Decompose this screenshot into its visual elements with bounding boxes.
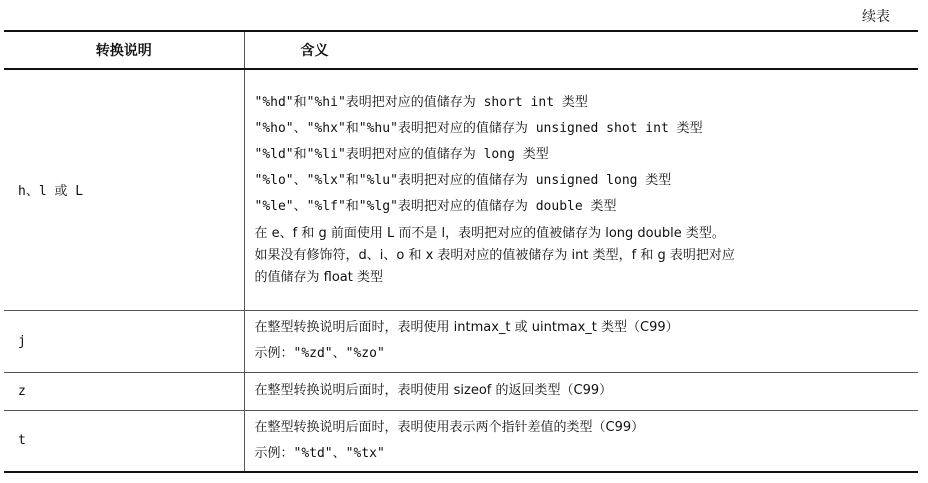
row-meaning — [244, 310, 918, 372]
table-row — [4, 372, 918, 410]
row-key: z — [4, 372, 244, 410]
meaning-line: 在 e、f 和 g 前面使用 L 而不是 l，表明把对应的值被储存为 long double 类型。 — [254, 226, 725, 242]
meaning-line: 在整型转换说明后面时，表明使用表示两个指针差值的类型（C99） — [254, 419, 645, 435]
row-key: t — [4, 410, 244, 472]
table-row — [4, 310, 918, 372]
table-header-row — [4, 31, 918, 69]
row-key: j — [4, 310, 244, 372]
meaning-line: "%lo"、"%lx"和"%lu"表明把对应的值储存为 unsigned long 类型 — [254, 173, 672, 189]
meaning-line: 示例："%zd"、"%zo" — [254, 346, 385, 361]
table-row — [4, 410, 918, 472]
meaning-line: 如果没有修饰符，d、i、o 和 x 表明对应的值被储存为 int 类型，f 和 g 表明把对应 — [254, 248, 735, 264]
meaning-line: 示例："%td"、"%tx" — [254, 445, 385, 461]
meaning-line: 的值储存为 float 类型 — [254, 270, 383, 286]
meaning-line: 在整型转换说明后面时，表明使用 sizeof 的返回类型（C99） — [254, 383, 613, 398]
row-meaning — [244, 69, 918, 310]
meaning-line: "%ho"、"%hx"和"%hu"表明把对应的值储存为 unsigned shot int 类型 — [254, 121, 703, 137]
meaning-line: "%le"、"%lf"和"%lg"表明把对应的值储存为 double 类型 — [254, 199, 617, 215]
table-row — [4, 69, 918, 310]
row-meaning — [244, 372, 918, 410]
row-meaning — [244, 410, 918, 472]
row-key: h、l 或 L — [4, 69, 244, 310]
conversion-modifier-table — [4, 30, 918, 473]
table-caption: 续表 — [862, 9, 890, 25]
header-conversion: 转换说明 — [4, 31, 244, 69]
meaning-line: "%ld"和"%li"表明把对应的值储存为 long 类型 — [254, 147, 549, 163]
meaning-line: 在整型转换说明后面时，表明使用 intmax_t 或 uintmax_t 类型（C99） — [254, 320, 679, 335]
header-meaning: 含义 — [244, 31, 918, 69]
meaning-line: "%hd"和"%hi"表明把对应的值储存为 short int 类型 — [254, 95, 588, 111]
